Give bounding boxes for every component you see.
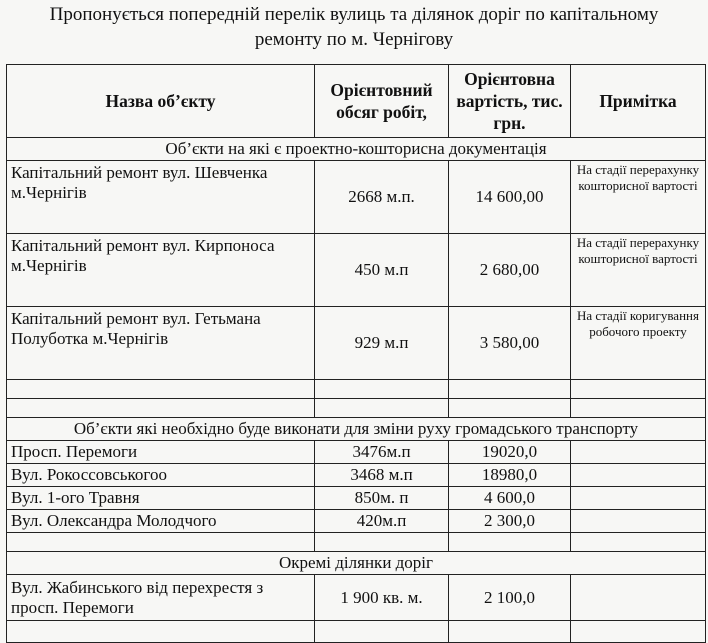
table-row	[7, 464, 706, 487]
object-cost: 19020,0	[449, 441, 571, 464]
section-row	[7, 138, 706, 161]
object-note	[571, 487, 706, 510]
empty-cell	[449, 399, 571, 418]
object-volume: 850м. п	[315, 487, 449, 510]
object-volume: 929 м.п	[315, 307, 449, 380]
empty-cell	[315, 380, 449, 399]
empty-cell	[7, 380, 315, 399]
object-name: Вул. Жабинського від перехрестя з просп. Перемоги	[7, 575, 315, 621]
object-name: Вул. Рокоссовськогоо	[7, 464, 315, 487]
table-row	[7, 575, 706, 621]
object-name: Просп. Перемоги	[7, 441, 315, 464]
title-line-2: ремонту по м. Чернігову	[254, 29, 454, 50]
table-header-row	[7, 65, 706, 138]
object-volume: 420м.п	[315, 510, 449, 533]
object-volume: 450 м.п	[315, 234, 449, 307]
object-cost: 14 600,00	[449, 161, 571, 234]
table-row	[7, 161, 706, 234]
object-volume: 1 900 кв. м.	[315, 575, 449, 621]
empty-cell	[7, 533, 315, 552]
object-note: На стадії перерахунку кошторисної вартості	[571, 234, 706, 307]
object-name: Капітальний ремонт вул. Шевченка м.Чернігів	[7, 161, 315, 234]
object-note	[571, 441, 706, 464]
object-name: Вул. 1-ого Травня	[7, 487, 315, 510]
section-row	[7, 552, 706, 575]
empty-cell	[315, 399, 449, 418]
object-note: На стадії перерахунку кошторисної вартості	[571, 161, 706, 234]
object-note	[571, 464, 706, 487]
object-name: Капітальний ремонт вул. Кирпоноса м.Чернігів	[7, 234, 315, 307]
empty-cell	[571, 380, 706, 399]
object-cost: 2 100,0	[449, 575, 571, 621]
object-cost: 3 580,00	[449, 307, 571, 380]
object-volume: 3468 м.п	[315, 464, 449, 487]
table-row	[7, 307, 706, 380]
object-note: На стадії коригування робочого проекту	[571, 307, 706, 380]
header-volume: Орієнтовний обсяг робіт,	[315, 65, 449, 138]
title-line-1: Пропонується попередній перелік вулиць та ділянок доріг по капітальному	[49, 4, 659, 25]
table-row	[7, 487, 706, 510]
roads-table	[6, 64, 706, 643]
empty-cell	[449, 380, 571, 399]
empty-cell	[571, 399, 706, 418]
document-title	[0, 2, 708, 52]
empty-cell	[449, 533, 571, 552]
section-row	[7, 418, 706, 441]
object-note	[571, 575, 706, 621]
header-note: Примітка	[571, 65, 706, 138]
object-note	[571, 510, 706, 533]
empty-cell	[571, 621, 706, 643]
empty-row	[7, 399, 706, 418]
table-row	[7, 234, 706, 307]
object-cost: 4 600,0	[449, 487, 571, 510]
object-volume: 2668 м.п.	[315, 161, 449, 234]
table-row	[7, 510, 706, 533]
object-name: Капітальний ремонт вул. Гетьмана Полуботка м.Чернігів	[7, 307, 315, 380]
empty-cell	[571, 533, 706, 552]
section-title: Окремі ділянки доріг	[7, 552, 706, 575]
header-cost: Орієнтовна вартість, тис. грн.	[449, 65, 571, 138]
object-cost: 2 680,00	[449, 234, 571, 307]
object-cost: 2 300,0	[449, 510, 571, 533]
object-volume: 3476м.п	[315, 441, 449, 464]
header-name: Назва об’єкту	[7, 65, 315, 138]
empty-cell	[7, 399, 315, 418]
table-row	[7, 621, 706, 643]
object-name: Вул. Олександра Молодчого	[7, 510, 315, 533]
empty-row	[7, 380, 706, 399]
empty-cell	[7, 621, 315, 643]
section-title: Об’єкти на які є проектно-кошторисна документація	[7, 138, 706, 161]
table-row	[7, 441, 706, 464]
empty-cell	[315, 533, 449, 552]
empty-cell	[315, 621, 449, 643]
object-cost: 18980,0	[449, 464, 571, 487]
empty-cell	[449, 621, 571, 643]
section-title: Об’єкти які необхідно буде виконати для зміни руху громадського транспорту	[7, 418, 706, 441]
empty-row	[7, 533, 706, 552]
